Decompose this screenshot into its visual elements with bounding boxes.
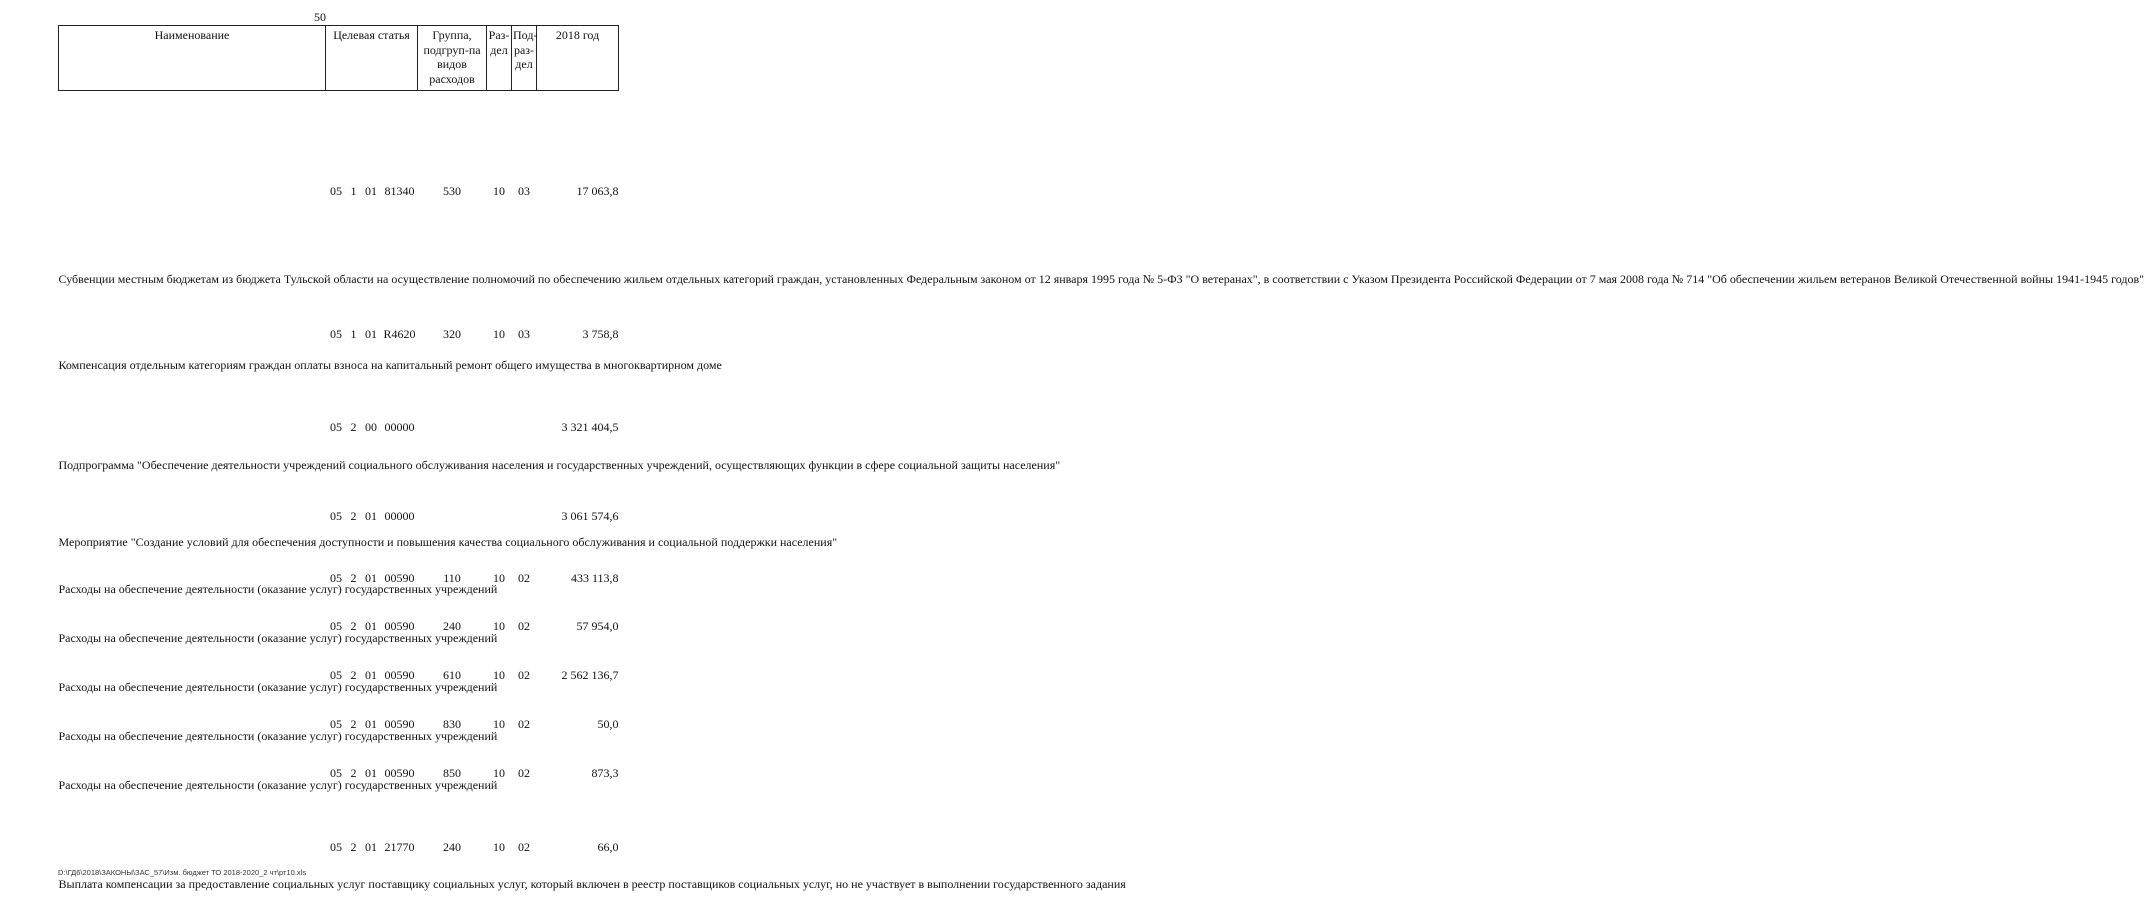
target-direction: 81340 bbox=[384, 184, 415, 198]
target-program: 05 bbox=[330, 327, 342, 342]
file-path-footer: D:\ГД6\2018\ЗАКОНЫ\ЗАС_57\Изм. бюджет ТО 2018-2020_2 чт\рт10.xls bbox=[58, 868, 307, 877]
row-name: Компенсация отдельным категориям граждан оплаты взноса на капитальный ремонт общего имущества в многоквартирном доме bbox=[58, 358, 722, 372]
amount-2018: 66,0 bbox=[597, 839, 619, 854]
subsection: 02 bbox=[518, 839, 531, 854]
row-name: Субвенции местным бюджетам из бюджета Тульской области на осуществление полномочий по обеспечению жильем отдельных категорий граждан, установленных Федеральным законом от 12 января 1995 года № 5-ФЗ "О ветеранах", в соответствии с Указом Президента Российской Федерации от 7 мая 2008 года № 714 "Об обеспечении жильем ветеранов Великой Отечественной войны 1941-1945 годов" bbox=[58, 272, 2144, 286]
table-row bbox=[59, 602, 619, 651]
target-activity: 01 bbox=[365, 667, 377, 682]
table-row bbox=[59, 555, 619, 602]
target-program: 05 bbox=[330, 618, 342, 633]
subsection: 02 bbox=[518, 667, 531, 682]
header-subsection: Под-раз-дел bbox=[512, 26, 537, 91]
row-name: Выплата компенсации за предоставление социальных услуг поставщику социальных услуг, который включен в реестр поставщиков социальных услуг, но не участвует в выполнении государственного задания bbox=[58, 877, 1126, 891]
section: 10 bbox=[493, 570, 506, 585]
target-direction: 00000 bbox=[384, 508, 415, 523]
target-subprogram: 1 bbox=[350, 327, 357, 342]
table-row bbox=[59, 798, 619, 897]
row-name: Расходы на обеспечение деятельности (оказание услуг) государственных учреждений bbox=[58, 729, 498, 743]
target-activity: 01 bbox=[365, 508, 377, 523]
target-direction: 00590 bbox=[384, 667, 415, 682]
subsection: 02 bbox=[518, 765, 531, 780]
table-header-row bbox=[59, 26, 619, 91]
header-year: 2018 год bbox=[537, 26, 619, 91]
section: 10 bbox=[493, 184, 506, 198]
expense-group: 320 bbox=[443, 327, 462, 342]
amount-2018: 3 758,8 bbox=[582, 327, 619, 342]
target-activity: 01 bbox=[365, 765, 377, 780]
expense-group: 530 bbox=[443, 184, 462, 198]
target-activity: 01 bbox=[365, 839, 377, 854]
table-row bbox=[59, 700, 619, 749]
target-program: 05 bbox=[330, 716, 342, 731]
subsection: 03 bbox=[518, 184, 531, 198]
amount-2018: 2 562 136,7 bbox=[561, 667, 619, 682]
target-program: 05 bbox=[330, 184, 342, 198]
expense-group: 240 bbox=[443, 618, 462, 633]
table-row bbox=[59, 478, 619, 555]
expense-group: 830 bbox=[443, 716, 462, 731]
target-subprogram: 2 bbox=[350, 716, 357, 731]
row-name: Расходы на обеспечение деятельности (оказание услуг) государственных учреждений bbox=[58, 631, 498, 645]
target-direction: 21770 bbox=[384, 839, 415, 854]
header-name: Наименование bbox=[59, 26, 326, 91]
amount-2018: 873,3 bbox=[591, 765, 619, 780]
target-direction: 00000 bbox=[384, 420, 415, 435]
section: 10 bbox=[493, 765, 506, 780]
target-subprogram: 2 bbox=[350, 420, 357, 435]
target-program: 05 bbox=[330, 570, 342, 585]
section: 10 bbox=[493, 618, 506, 633]
amount-2018: 433 113,8 bbox=[570, 570, 619, 585]
target-subprogram: 2 bbox=[350, 618, 357, 633]
table-row bbox=[59, 749, 619, 798]
section: 10 bbox=[493, 716, 506, 731]
table-row bbox=[59, 378, 619, 478]
row-name: Подпрограмма "Обеспечение деятельности учреждений социального обслуживания населения и государственных учреждений, осуществляющих функции в сфере социальной защиты населения" bbox=[58, 458, 1061, 472]
target-direction: R4620 bbox=[383, 327, 416, 342]
target-direction: 00590 bbox=[384, 716, 415, 731]
target-program: 05 bbox=[330, 420, 342, 435]
target-direction: 00590 bbox=[384, 570, 415, 585]
row-name: Расходы на обеспечение деятельности (оказание услуг) государственных учреждений bbox=[58, 778, 498, 792]
target-direction: 00590 bbox=[384, 618, 415, 633]
target-subprogram: 2 bbox=[350, 765, 357, 780]
amount-2018: 17 063,8 bbox=[576, 184, 619, 198]
target-subprogram: 1 bbox=[350, 184, 357, 198]
header-section: Раз-дел bbox=[487, 26, 512, 91]
section: 10 bbox=[493, 667, 506, 682]
row-name: Расходы на обеспечение деятельности (оказание услуг) государственных учреждений bbox=[58, 582, 498, 596]
row-name: Расходы на обеспечение деятельности (оказание услуг) государственных учреждений bbox=[58, 680, 498, 694]
section: 10 bbox=[493, 327, 506, 342]
expense-group: 240 bbox=[443, 839, 462, 854]
target-activity: 01 bbox=[365, 716, 377, 731]
target-subprogram: 2 bbox=[350, 570, 357, 585]
expense-group: 110 bbox=[443, 570, 461, 585]
target-activity: 01 bbox=[365, 184, 377, 198]
table-row bbox=[59, 91, 619, 292]
target-program: 05 bbox=[330, 667, 342, 682]
row-name: Мероприятие "Создание условий для обеспечения доступности и повышения качества социального обслуживания и социальной поддержки населения" bbox=[58, 535, 838, 549]
expense-group: 850 bbox=[443, 765, 462, 780]
target-direction: 00590 bbox=[384, 765, 415, 780]
target-program: 05 bbox=[330, 508, 342, 523]
amount-2018: 3 061 574,6 bbox=[561, 508, 619, 523]
header-group: Группа, подгруп-па видов расходов bbox=[418, 26, 487, 91]
target-activity: 01 bbox=[365, 327, 377, 342]
amount-2018: 57 954,0 bbox=[576, 618, 619, 633]
target-program: 05 bbox=[330, 765, 342, 780]
target-subprogram: 2 bbox=[350, 839, 357, 854]
target-subprogram: 2 bbox=[350, 508, 357, 523]
subsection: 02 bbox=[518, 618, 531, 633]
amount-2018: 50,0 bbox=[597, 716, 619, 731]
table-row bbox=[59, 292, 619, 378]
target-activity: 01 bbox=[365, 570, 377, 585]
header-target: Целевая статья bbox=[326, 26, 418, 91]
table-row bbox=[59, 651, 619, 700]
subsection: 02 bbox=[518, 716, 531, 731]
target-subprogram: 2 bbox=[350, 667, 357, 682]
target-program: 05 bbox=[330, 839, 342, 854]
target-activity: 00 bbox=[365, 420, 377, 435]
target-activity: 01 bbox=[365, 618, 377, 633]
budget-table bbox=[58, 25, 2144, 897]
expense-group: 610 bbox=[443, 667, 462, 682]
subsection: 03 bbox=[518, 327, 531, 342]
section: 10 bbox=[493, 839, 506, 854]
subsection: 02 bbox=[518, 570, 531, 585]
page-number: 50 bbox=[314, 10, 326, 24]
amount-2018: 3 321 404,5 bbox=[561, 420, 619, 435]
